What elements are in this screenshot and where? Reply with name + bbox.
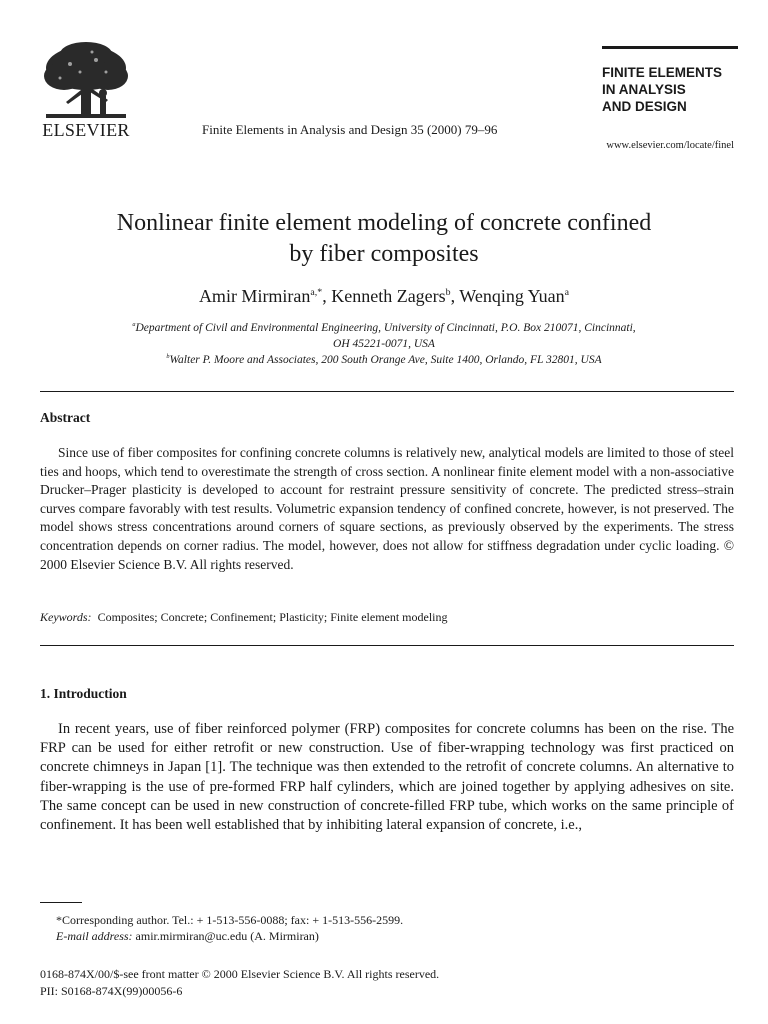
article-title-line: Nonlinear finite element modeling of concrete confined — [116, 210, 652, 236]
footnote-corresponding — [56, 912, 403, 928]
affiliation-text: Walter P. Moore and Associates, 200 South Orange Ave, Suite 1400, Orlando, FL 32801, USA — [169, 354, 602, 366]
journal-title-line: AND DESIGN — [602, 99, 687, 114]
section-divider — [40, 391, 734, 392]
footnote-email — [56, 928, 403, 944]
footnote-rule — [40, 902, 82, 903]
introduction-body — [40, 720, 734, 835]
author-name: Kenneth Zagers — [331, 286, 446, 306]
keywords — [40, 610, 448, 625]
affiliations — [40, 320, 728, 368]
article-title-line: by fiber composites — [289, 241, 479, 267]
article-title — [40, 208, 728, 270]
author-separator: , — [450, 286, 460, 306]
abstract-paragraph: Since use of fiber composites for confining concrete columns is relatively new, analytical models are limited to those of steel ties and hoops, which tend to overestimate the strength of cross section. A nonlinear finite element model with a non-associative Drucker–Prager plasticity is developed to account for restraint pressure sensitivity of concrete. The predicted stress–strain curves compare favorably with test results. Volumetric expansion tendency of confined concrete, however, is not preserved. The model shows stress concentrations around corners of square sections, as previously observed by the experiments. The stress concentration depends on corner radius. The model, however, does not allow for stiffness degradation under cyclic loading. © 2000 Elsevier Science B.V. All rights reserved. — [40, 445, 734, 572]
journal-title-line: FINITE ELEMENTS — [602, 65, 723, 80]
section-divider — [40, 645, 734, 646]
pii-line: PII: S0168-874X(99)00056-6 — [40, 984, 183, 998]
header-rule — [602, 46, 738, 49]
affiliation-a — [40, 320, 728, 336]
author-affiliation-marker: b — [445, 287, 451, 298]
author-affiliation-marker: a — [564, 287, 570, 298]
author-separator: , — [322, 286, 332, 306]
footnote — [56, 912, 403, 944]
issn-line: 0168-874X/00/$-see front matter © 2000 Elsevier Science B.V. All rights reserved. — [40, 967, 440, 981]
introduction-paragraph: In recent years, use of fiber reinforced polymer (FRP) composites for concrete columns has been on the rise. The FRP can be used for either retrofit or new construction. Use of fiber-wrapping technology was first practiced on concrete chimneys in Japan [1]. The technique was then extended to the retrofit of concrete columns. An alternative to fiber-wrapping is the use of pre-formed FRP half cylinders, which are joined together by applying adhesives on site. The same concept can be used in new construction of concrete-filled FRP tube, which works on the same principle of confinement. It has been well established that by inhibiting lateral expansion of concrete, i.e., — [40, 721, 734, 834]
email-label: E-mail address: — [56, 929, 133, 943]
publisher-name: ELSEVIER — [42, 120, 130, 140]
keywords-text: Composites; Concrete; Confinement; Plasticity; Finite element modeling — [97, 610, 448, 624]
journal-title-line: IN ANALYSIS — [602, 82, 686, 97]
affiliation-a-line2: OH 45221-0071, USA — [333, 338, 435, 350]
issn-block — [40, 966, 439, 1000]
affiliation-marker: b — [166, 353, 170, 361]
journal-url-link[interactable]: www.elsevier.com/locate/finel — [606, 140, 734, 151]
author-list — [40, 286, 728, 307]
affiliation-b — [40, 352, 728, 368]
footnote-marker: * — [56, 913, 62, 927]
email-address-link[interactable]: amir.mirmiran@uc.edu (A. Mirmiran) — [135, 929, 319, 943]
journal-reference: Finite Elements in Analysis and Design 35 (2000) 79–96 — [202, 122, 498, 137]
affiliation-marker: a — [132, 321, 136, 329]
abstract-heading: Abstract — [40, 410, 91, 425]
author-affiliation-marker: a,* — [310, 287, 323, 298]
abstract-body — [40, 444, 734, 574]
footnote-corresponding-text: Corresponding author. Tel.: + 1-513-556-0088; fax: + 1-513-556-2599. — [62, 913, 404, 927]
introduction-heading: 1. Introduction — [40, 686, 127, 701]
journal-title — [602, 64, 722, 115]
keywords-label: Keywords: — [40, 610, 92, 624]
affiliation-text: Department of Civil and Environmental Engineering, University of Cincinnati, P.O. Box 210071, Cincinnati, — [135, 322, 636, 334]
author-name: Wenqing Yuan — [459, 286, 565, 306]
author-name: Amir Mirmiran — [198, 286, 311, 306]
